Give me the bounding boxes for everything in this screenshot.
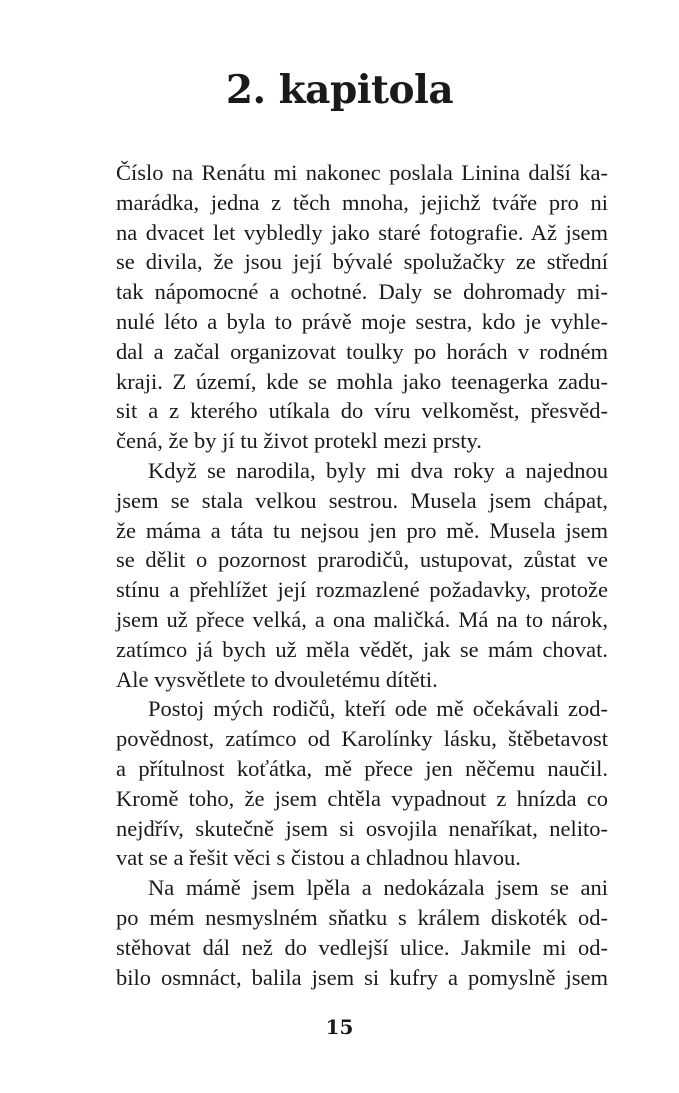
text-line: nejdřív, skutečně jsem si osvojila nenaříkat, nelito- xyxy=(116,815,608,841)
text-line: se dělit o pozornost prarodičů, ustupovat, zůstat ve xyxy=(116,547,608,573)
text-line: povědnost, zatímco od Karolínky lásku, štěbetavost xyxy=(116,726,608,752)
text-line: tak nápomocné a ochotné. Daly se dohromady mi- xyxy=(116,279,608,305)
text-line: stínu a přehlížet její rozmazlené požadavky, protože xyxy=(116,577,608,603)
text-line: Ale vysvětlete to dvouletému dítěti. xyxy=(116,666,438,692)
text-line: a přítulnost koťátka, mě přece jen něčemu naučil. xyxy=(116,755,608,781)
paragraph xyxy=(116,873,608,992)
text-line: sit a z kterého utíkala do víru velkoměst, přesvěd- xyxy=(116,398,608,424)
text-line: na dvacet let vybledly jako staré fotografie. Až jsem xyxy=(116,219,608,245)
text-line: že máma a táta tu nejsou jen pro mě. Musela jsem xyxy=(116,517,608,543)
text-line: Číslo na Renátu mi nakonec poslala Linina další ka- xyxy=(116,160,608,185)
text-line: Kromě toho, že jsem chtěla vypadnout z hnízda co xyxy=(116,785,608,811)
text-line: Když se narodila, byly mi dva roky a najednou xyxy=(148,457,608,483)
text-line: čená, že by jí tu život protekl mezi prsty. xyxy=(116,428,482,454)
text-line: nulé léto a byla to právě moje sestra, kdo je vyhle- xyxy=(116,308,608,334)
paragraph xyxy=(116,456,608,694)
text-line: se divila, že jsou její bývalé spolužačky ze střední xyxy=(116,249,608,275)
text-line: Postoj mých rodičů, kteří ode mě očekávali zod- xyxy=(148,696,608,722)
text-line: stěhovat dál než do vedlejší ulice. Jakmile mi od- xyxy=(116,934,608,960)
text-line: marádka, jedna z těch mnoha, jejichž tváře pro ni xyxy=(116,189,608,215)
text-line: kraji. Z území, kde se mohla jako teenagerka zadu- xyxy=(116,368,608,394)
chapter-body xyxy=(116,158,608,992)
chapter-title: 2. kapitola xyxy=(225,67,454,113)
paragraph xyxy=(116,694,608,873)
paragraph xyxy=(116,158,608,456)
text-line: po mém nesmyslném sňatku s králem diskoték od- xyxy=(116,904,608,930)
text-line: Na mámě jsem lpěla a nedokázala jsem se ani xyxy=(148,875,608,901)
text-line: jsem už přece velká, a ona maličká. Má na to nárok, xyxy=(116,606,608,632)
text-line: zatímco já bych už měla vědět, jak se mám chovat. xyxy=(116,636,608,662)
text-line: bilo osmnáct, balila jsem si kufry a pomyslně jsem xyxy=(116,964,608,990)
text-line: vat se a řešit věci s čistou a chladnou hlavou. xyxy=(116,845,521,871)
text-line: dal a začal organizovat toulky po horách v rodném xyxy=(116,338,608,364)
text-line: jsem se stala velkou sestrou. Musela jsem chápat, xyxy=(116,487,608,513)
page-number: 15 xyxy=(325,1015,354,1039)
